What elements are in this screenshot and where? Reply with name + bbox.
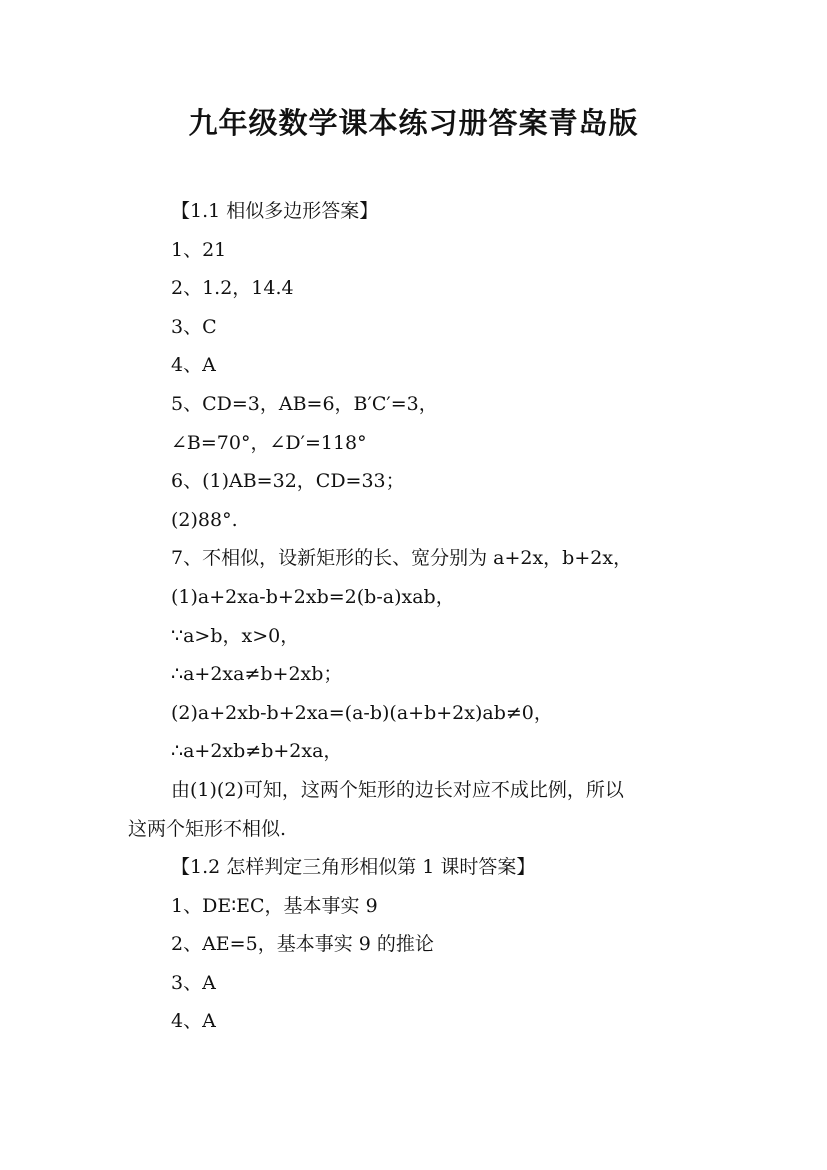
- answer-line: 4、A: [171, 1010, 216, 1033]
- answer-line-continuation: 这两个矩形不相似.: [128, 817, 287, 840]
- answer-line: 3、C: [171, 315, 217, 338]
- answer-line: ∴a+2xa≠b+2xb；: [171, 663, 343, 686]
- answer-line: (2)88°.: [171, 508, 238, 531]
- answer-line: (1)a+2xa-b+2xb=2(b-a)xab，: [171, 585, 455, 608]
- answer-line: 6、(1)AB=32，CD=33；: [171, 470, 405, 493]
- answer-line: 7、不相似，设新矩形的长、宽分别为 a+2x，b+2x，: [171, 547, 633, 570]
- answer-line: 由(1)(2)可知，这两个矩形的边长对应不成比例，所以: [171, 778, 624, 801]
- answer-line: (2)a+2xb-b+2xa=(a-b)(a+b+2x)ab≠0，: [171, 701, 553, 724]
- document-title: 九年级数学课本练习册答案青岛版: [188, 106, 639, 140]
- answer-line: 2、AE=5，基本事实 9 的推论: [171, 933, 434, 956]
- answer-line: ∵a>b，x>0，: [171, 624, 300, 647]
- answer-line: 1、DE∶EC，基本事实 9: [171, 894, 378, 917]
- answer-line: 4、A: [171, 354, 216, 377]
- answer-line: ∴a+2xb≠b+2xa，: [171, 740, 343, 763]
- answer-line: 1、21: [171, 238, 227, 261]
- answer-line: 2、1.2，14.4: [171, 277, 294, 300]
- answer-line: 5、CD=3，AB=6，B′C′=3，: [171, 392, 438, 415]
- document-body: [128, 192, 708, 1041]
- section-heading-1-2: 【1.2 怎样判定三角形相似第 1 课时答案】: [171, 856, 536, 879]
- section-heading-1-1: 【1.1 相似多边形答案】: [171, 200, 379, 222]
- answer-line: ∠B=70°，∠D′=118°: [171, 431, 367, 454]
- answer-line: 3、A: [171, 971, 216, 994]
